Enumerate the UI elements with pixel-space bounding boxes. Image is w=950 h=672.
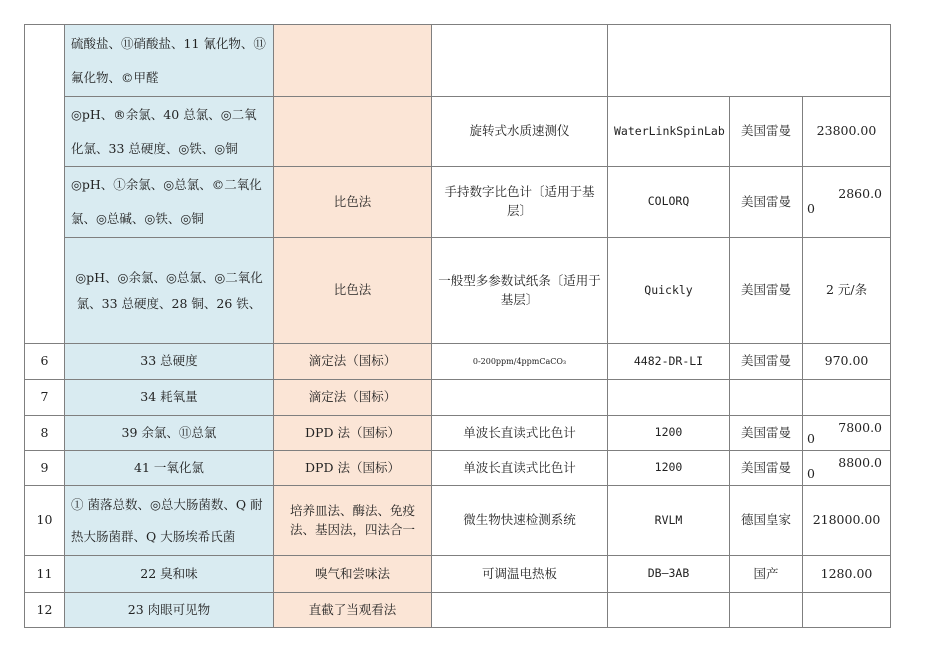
method-cell: [274, 25, 432, 97]
model-cell: 1200: [608, 416, 730, 451]
price-cell: 2 元/条: [803, 238, 891, 344]
table-row: [25, 593, 891, 628]
table-row: [25, 167, 891, 238]
table-row: [25, 451, 891, 486]
test-item-cell: 22 臭和味: [65, 556, 274, 593]
device-cell: 单波长直读式比色计: [432, 451, 608, 486]
table-row: [25, 486, 891, 556]
price-part: 7800.0: [838, 420, 883, 435]
device-cell: 旋转式水质速测仪: [432, 97, 608, 167]
test-item-cell: 23 肉眼可见物: [65, 593, 274, 628]
device-cell: [432, 380, 608, 416]
model-cell: COLORQ: [608, 167, 730, 238]
brand-cell: 国产: [730, 556, 803, 593]
device-cell: [432, 593, 608, 628]
table-row: [25, 25, 891, 97]
brand-cell: 美国雷曼: [730, 167, 803, 238]
index-cell: 6: [25, 344, 65, 380]
brand-cell: 美国雷曼: [730, 97, 803, 167]
index-cell-merged: [25, 25, 65, 344]
price-cell: 1280.00: [803, 556, 891, 593]
brand-cell: 美国雷曼: [730, 344, 803, 380]
device-cell: 一般型多参数试纸条〔适用于基层〕: [432, 238, 608, 344]
index-cell: 9: [25, 451, 65, 486]
device-cell: 手持数字比色计〔适用于基层〕: [432, 167, 608, 238]
brand-cell: [730, 593, 803, 628]
model-cell: [608, 593, 730, 628]
table-row: [25, 556, 891, 593]
price-part: 0: [807, 431, 815, 447]
method-cell: 培养皿法、酶法、免疫法、基因法，四法合一: [274, 486, 432, 556]
brand-cell: 德国皇家: [730, 486, 803, 556]
table-row: [25, 344, 891, 380]
test-item-cell: 39 余氯、⑪总氯: [65, 416, 274, 451]
price-part: 8800.0: [838, 455, 883, 470]
price-cell: 218000.00: [803, 486, 891, 556]
model-cell: Quickly: [608, 238, 730, 344]
brand-cell: 美国雷曼: [730, 451, 803, 486]
table-row: [25, 416, 891, 451]
test-item-cell: 41 一氧化氯: [65, 451, 274, 486]
table-row: [25, 238, 891, 344]
model-cell: RVLM: [608, 486, 730, 556]
price-part: 2860.0: [838, 186, 883, 201]
device-cell: 可调温电热板: [432, 556, 608, 593]
test-item-cell: 34 耗氧量: [65, 380, 274, 416]
price-cell: [803, 593, 891, 628]
brand-cell: 美国雷曼: [730, 416, 803, 451]
model-cell: 4482-DR-LI: [608, 344, 730, 380]
test-item-cell: ◎pH、◎余氯、◎总氯、◎二氧化氯、33 总硬度、28 铜、26 铁、: [65, 238, 274, 344]
device-cell: 0-200ppm/4ppmCaCO₃: [432, 344, 608, 380]
model-cell: [608, 380, 730, 416]
model-cell: DB—3AB: [608, 556, 730, 593]
price-cell: 23800.00: [803, 97, 891, 167]
method-cell: DPD 法（国标）: [274, 416, 432, 451]
test-item-cell: 硫酸盐、⑪硝酸盐、11 氰化物、⑪ 氟化物、©甲醛: [65, 25, 274, 97]
price-cell: [803, 416, 891, 451]
index-cell: 11: [25, 556, 65, 593]
index-cell: 12: [25, 593, 65, 628]
test-item-cell: ① 菌落总数、◎总大肠菌数、Q 耐热大肠菌群、Q 大肠埃希氏菌: [65, 486, 274, 556]
test-item-cell: ◎pH、①余氯、◎总氯、©二氧化氯、◎总碱、◎铁、◎铜: [65, 167, 274, 238]
price-cell: [803, 380, 891, 416]
price-cell: [803, 167, 891, 238]
index-cell: 8: [25, 416, 65, 451]
method-cell: 滴定法（国标）: [274, 344, 432, 380]
table-row: [25, 97, 891, 167]
test-item-cell: 33 总硬度: [65, 344, 274, 380]
method-cell: 比色法: [274, 238, 432, 344]
table-row: [25, 380, 891, 416]
method-cell: 滴定法（国标）: [274, 380, 432, 416]
test-item-cell: ◎pH、®余氯、40 总氯、◎二氧化氯、33 总硬度、◎铁、◎铜: [65, 97, 274, 167]
index-cell: 7: [25, 380, 65, 416]
model-cell: 1200: [608, 451, 730, 486]
blank-cell: [608, 25, 891, 97]
equipment-table: [24, 24, 891, 628]
model-cell: WaterLinkSpinLab: [608, 97, 730, 167]
price-cell: [803, 451, 891, 486]
price-part: 0: [807, 201, 815, 217]
method-cell: [274, 97, 432, 167]
device-cell: [432, 25, 608, 97]
method-cell: 嗅气和尝味法: [274, 556, 432, 593]
price-cell: 970.00: [803, 344, 891, 380]
device-cell: 单波长直读式比色计: [432, 416, 608, 451]
method-cell: 比色法: [274, 167, 432, 238]
method-cell: 直截了当观看法: [274, 593, 432, 628]
method-cell: DPD 法（国标）: [274, 451, 432, 486]
price-part: 0: [807, 466, 815, 482]
device-cell: 微生物快速检测系统: [432, 486, 608, 556]
brand-cell: 美国雷曼: [730, 238, 803, 344]
index-cell: 10: [25, 486, 65, 556]
brand-cell: [730, 380, 803, 416]
